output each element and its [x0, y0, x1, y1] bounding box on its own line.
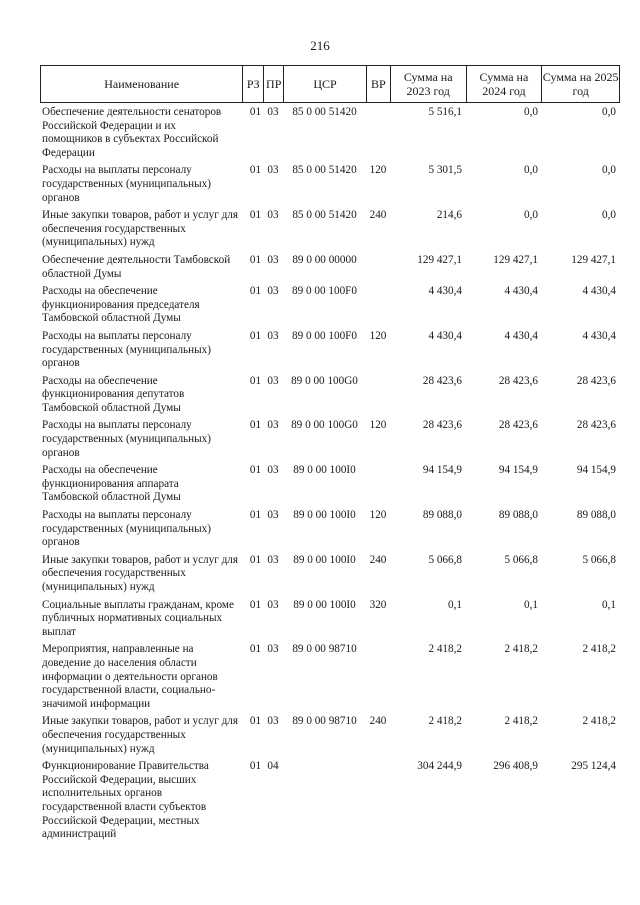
table-header [40, 65, 620, 103]
header-rz: РЗ [242, 66, 263, 102]
row-pr: 03 [267, 598, 279, 611]
row-sum-2024: 0,0 [524, 209, 538, 222]
row-sum-2025: 28 423,6 [576, 374, 616, 387]
row-sum-2023: 2 418,2 [428, 643, 462, 656]
row-sum-2024: 296 408,9 [493, 760, 538, 773]
row-csr: 85 0 00 51420 [292, 106, 357, 118]
row-sum-2024: 5 066,8 [504, 553, 538, 566]
row-sum-2023: 4 430,4 [428, 285, 462, 298]
row-sum-2025: 2 418,2 [582, 715, 616, 728]
row-csr: 89 0 00 100I0 [293, 509, 356, 522]
row-sum-2025: 28 423,6 [576, 419, 616, 432]
row-csr: 89 0 00 100I0 [293, 464, 356, 477]
row-csr: 89 0 00 100F0 [292, 285, 357, 298]
row-pr: 03 [267, 464, 279, 477]
table-row [40, 715, 620, 756]
row-vr: 120 [369, 164, 387, 177]
row-vr: 320 [369, 598, 387, 611]
row-name: Обеспечение деятельности Тамбовской областной Думы [42, 253, 231, 280]
table-body [40, 106, 620, 842]
budget-table [40, 65, 620, 842]
row-sum-2024: 89 088,0 [498, 509, 538, 522]
row-rz: 01 [249, 164, 262, 177]
row-vr: 240 [369, 553, 387, 566]
row-name: Расходы на обеспечение функционирования депутатов Тамбовской областной Думы [42, 374, 185, 414]
row-sum-2025: 2 418,2 [582, 643, 616, 656]
row-rz: 01 [249, 106, 262, 118]
row-csr: 85 0 00 51420 [292, 209, 357, 222]
row-rz: 01 [249, 598, 262, 611]
row-pr: 03 [267, 285, 279, 298]
row-sum-2023: 304 244,9 [417, 760, 462, 773]
row-sum-2025: 94 154,9 [576, 464, 616, 477]
row-sum-2023: 28 423,6 [422, 419, 462, 432]
row-name: Расходы на обеспечение функционирования аппарата Тамбовской областной Думы [42, 464, 181, 504]
row-name: Расходы на выплаты персоналу государственных (муниципальных) органов [42, 419, 211, 459]
row-sum-2023: 214,6 [436, 209, 462, 222]
row-rz: 01 [249, 329, 262, 342]
row-pr: 03 [267, 419, 279, 432]
row-rz: 01 [249, 553, 262, 566]
row-rz: 01 [249, 464, 262, 477]
table-row [40, 106, 620, 160]
row-sum-2023: 5 516,1 [428, 106, 462, 118]
row-csr: 85 0 00 51420 [292, 164, 357, 177]
page-number: 216 [310, 38, 330, 53]
row-csr: 89 0 00 00000 [292, 253, 357, 266]
row-pr: 03 [267, 164, 279, 177]
header-sum-2023: Сумма на 2023 год [390, 66, 466, 102]
row-pr: 03 [267, 329, 279, 342]
row-sum-2024: 94 154,9 [498, 464, 538, 477]
row-rz: 01 [249, 419, 262, 432]
table-row [40, 643, 620, 711]
row-sum-2025: 5 066,8 [582, 553, 616, 566]
table-row [40, 554, 620, 595]
header-name: Наименование [104, 77, 180, 91]
row-rz: 01 [249, 643, 262, 656]
row-sum-2023: 4 430,4 [428, 329, 462, 342]
row-name: Иные закупки товаров, работ и услуг для обеспечения государственных (муниципальных) нужд [42, 715, 239, 755]
table-row [40, 760, 620, 842]
row-sum-2023: 28 423,6 [422, 374, 462, 387]
row-sum-2023: 89 088,0 [422, 509, 462, 522]
table-row [40, 419, 620, 460]
row-sum-2023: 2 418,2 [428, 715, 462, 728]
row-pr: 03 [267, 106, 279, 118]
row-sum-2024: 4 430,4 [504, 329, 538, 342]
row-csr: 89 0 00 100I0 [293, 553, 356, 566]
header-csr: ЦСР [283, 66, 366, 102]
row-sum-2023: 5 066,8 [428, 553, 462, 566]
row-pr: 03 [267, 643, 279, 656]
row-sum-2025: 4 430,4 [582, 329, 616, 342]
row-sum-2024: 28 423,6 [498, 374, 538, 387]
row-sum-2024: 129 427,1 [493, 253, 538, 266]
row-rz: 01 [249, 285, 262, 298]
row-sum-2023: 129 427,1 [417, 253, 462, 266]
row-vr [366, 106, 390, 160]
row-name: Функционирование Правительства Российской Федерации, высших исполнительных органов государственной власти субъектов Российской Федерации, местных администраций [42, 760, 209, 841]
row-sum-2024: 0,0 [524, 164, 538, 177]
row-vr: 240 [369, 715, 387, 728]
row-name: Обеспечение деятельности сенаторов Российской Федерации и их помощников в субъектах Российской Федерации [42, 106, 222, 159]
row-pr: 04 [267, 760, 279, 773]
row-csr: 89 0 00 100G0 [291, 374, 358, 387]
header-pr: ПР [263, 66, 283, 102]
row-name: Расходы на выплаты персоналу государственных (муниципальных) органов [42, 329, 211, 370]
row-pr: 03 [267, 209, 279, 222]
row-rz: 01 [249, 760, 262, 773]
row-sum-2025: 0,0 [602, 106, 616, 118]
row-csr: 89 0 00 98710 [292, 715, 357, 728]
header-sum-2024: Сумма на 2024 год [466, 66, 542, 102]
row-name: Социальные выплаты гражданам, кроме публичных нормативных социальных выплат [42, 598, 234, 638]
table-row [40, 330, 620, 371]
row-vr: 120 [369, 419, 387, 432]
row-pr: 03 [267, 715, 279, 728]
row-vr [366, 375, 390, 416]
row-vr [366, 760, 390, 842]
row-rz: 01 [249, 374, 262, 387]
row-name: Иные закупки товаров, работ и услуг для обеспечения государственных (муниципальных) нужд [42, 209, 239, 249]
table-row [40, 509, 620, 550]
table-row [40, 285, 620, 326]
row-sum-2025: 0,0 [602, 164, 616, 177]
row-name: Расходы на выплаты персоналу государственных (муниципальных) органов [42, 164, 211, 204]
row-vr: 120 [369, 509, 387, 522]
row-vr [366, 285, 390, 326]
row-rz: 01 [249, 209, 262, 222]
row-sum-2025: 129 427,1 [571, 253, 616, 266]
row-sum-2025: 4 430,4 [582, 285, 616, 298]
row-vr: 240 [369, 209, 387, 222]
row-rz: 01 [249, 715, 262, 728]
row-sum-2023: 5 301,5 [428, 164, 462, 177]
row-sum-2023: 0,1 [448, 598, 462, 611]
row-sum-2024: 4 430,4 [504, 285, 538, 298]
row-name: Мероприятия, направленные на доведение до населения области информации о деятельности органов государственной власти, социально-значимой информации [42, 643, 218, 710]
row-name: Расходы на выплаты персоналу государственных (муниципальных) органов [42, 509, 211, 549]
row-name: Иные закупки товаров, работ и услуг для обеспечения государственных (муниципальных) нужд [42, 553, 239, 593]
row-vr: 120 [369, 329, 387, 342]
header-sum-2025: Сумма на 2025 год [541, 66, 619, 102]
row-sum-2025: 295 124,4 [571, 760, 616, 773]
table-row [40, 209, 620, 250]
row-vr [366, 643, 390, 711]
row-csr: 89 0 00 100F0 [292, 329, 357, 342]
row-name: Расходы на обеспечение функционирования председателя Тамбовской областной Думы [42, 285, 200, 325]
row-rz: 01 [249, 509, 262, 522]
row-csr: 89 0 00 100G0 [291, 419, 358, 432]
row-sum-2023: 94 154,9 [422, 464, 462, 477]
table-row [40, 599, 620, 640]
row-sum-2025: 89 088,0 [576, 509, 616, 522]
header-vr: ВР [366, 66, 390, 102]
row-pr: 03 [267, 553, 279, 566]
row-sum-2025: 0,1 [602, 598, 616, 611]
row-sum-2024: 2 418,2 [504, 643, 538, 656]
row-pr: 03 [267, 374, 279, 387]
row-rz: 01 [249, 253, 262, 266]
table-row [40, 164, 620, 205]
row-sum-2024: 28 423,6 [498, 419, 538, 432]
row-pr: 03 [267, 509, 279, 522]
table-row [40, 464, 620, 505]
row-pr: 03 [267, 253, 279, 266]
table-row [40, 375, 620, 416]
row-sum-2025: 0,0 [602, 209, 616, 222]
row-vr [366, 464, 390, 505]
row-csr: 89 0 00 98710 [292, 643, 357, 656]
row-csr [283, 760, 366, 842]
row-sum-2024: 2 418,2 [504, 715, 538, 728]
table-row [40, 254, 620, 281]
row-vr [366, 254, 390, 281]
row-csr: 89 0 00 100I0 [293, 598, 356, 611]
row-sum-2024: 0,1 [524, 598, 538, 611]
row-sum-2024: 0,0 [524, 106, 538, 118]
